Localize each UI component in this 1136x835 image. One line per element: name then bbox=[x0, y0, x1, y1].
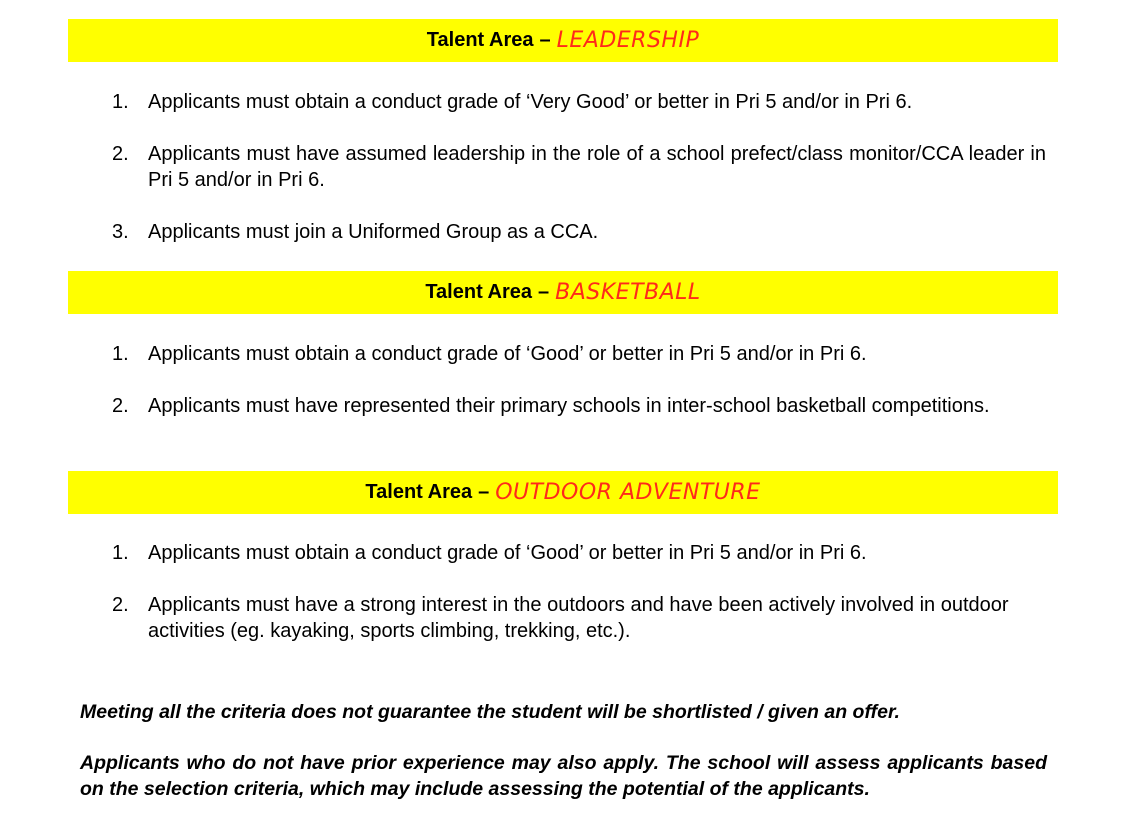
item-number: 1. bbox=[112, 542, 129, 564]
item-text: Applicants must have assumed leadership in the role of a school prefect/class monitor/CCA leader in Pri 5 and/or in Pri 6. bbox=[148, 143, 1046, 191]
heading-dash: – bbox=[538, 281, 550, 303]
talent-area-label: Talent Area bbox=[426, 29, 534, 51]
item-number: 1. bbox=[112, 343, 129, 365]
prior-experience-note: Applicants who do not have prior experience may also apply. The school will assess applicants based on the selection criteria, which may include assessing the potential of the applicants. bbox=[80, 752, 1047, 800]
heading-dash: – bbox=[478, 481, 490, 503]
talent-area-name: LEADERSHIP bbox=[556, 28, 700, 53]
list-item bbox=[112, 540, 1046, 566]
list-item bbox=[112, 341, 1046, 367]
item-text: Applicants must obtain a conduct grade of ‘Good’ or better in Pri 5 and/or in Pri 6. bbox=[148, 542, 867, 564]
item-text: Applicants must obtain a conduct grade of ‘Good’ or better in Pri 5 and/or in Pri 6. bbox=[148, 343, 867, 365]
disclaimer-note: Meeting all the criteria does not guarantee the student will be shortlisted / given an offer. bbox=[80, 701, 900, 723]
item-text: Applicants must join a Uniformed Group as a CCA. bbox=[148, 221, 599, 243]
talent-area-label: Talent Area bbox=[365, 481, 473, 503]
talent-area-name: BASKETBALL bbox=[555, 280, 701, 305]
talent-area-label: Talent Area bbox=[425, 281, 533, 303]
item-number: 2. bbox=[112, 594, 129, 616]
list-item bbox=[112, 393, 1046, 419]
item-number: 3. bbox=[112, 221, 129, 243]
heading-dash: – bbox=[539, 29, 551, 51]
basketball-criteria-list bbox=[112, 341, 1046, 419]
item-text: Applicants must have represented their primary schools in inter-school basketball competitions. bbox=[148, 395, 990, 417]
list-item bbox=[112, 592, 1046, 644]
section-header-basketball bbox=[68, 271, 1058, 314]
section-header-leadership bbox=[68, 19, 1058, 62]
list-item bbox=[112, 219, 1046, 245]
list-item bbox=[112, 89, 1046, 115]
talent-area-name: OUTDOOR ADVENTURE bbox=[495, 480, 761, 505]
item-number: 1. bbox=[112, 91, 129, 113]
item-number: 2. bbox=[112, 143, 129, 165]
leadership-criteria-list bbox=[112, 89, 1046, 245]
item-text: Applicants must obtain a conduct grade of ‘Very Good’ or better in Pri 5 and/or in Pri 6. bbox=[148, 91, 913, 113]
item-number: 2. bbox=[112, 395, 129, 417]
section-header-outdoor-adventure bbox=[68, 471, 1058, 514]
outdoor-adventure-criteria-list bbox=[112, 540, 1046, 644]
list-item bbox=[112, 141, 1046, 193]
item-text: Applicants must have a strong interest in the outdoors and have been actively involved in outdoor activities (eg. kayaking, sports climbing, trekking, etc.). bbox=[148, 594, 1009, 642]
